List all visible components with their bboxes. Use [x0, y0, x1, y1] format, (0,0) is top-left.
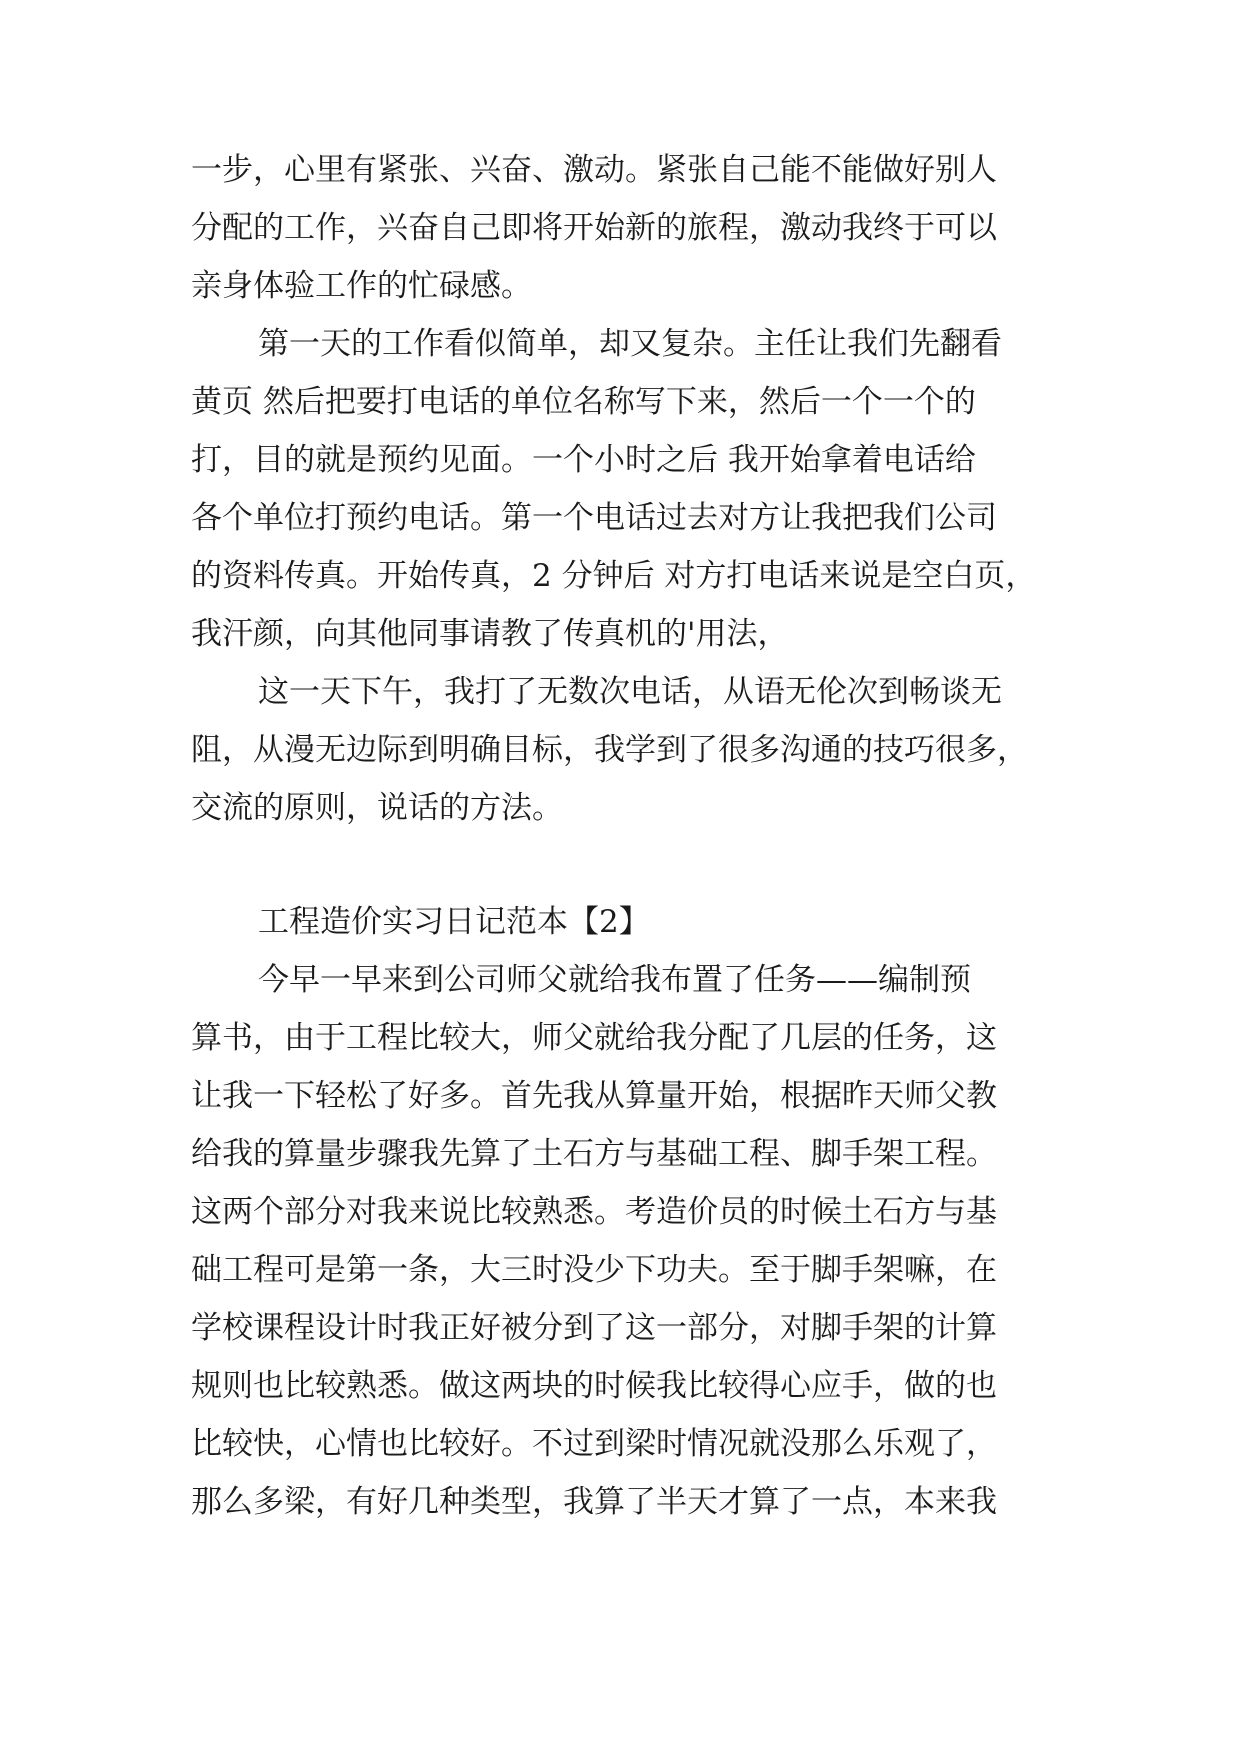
- paragraph-line: 给我的算量步骤我先算了土石方与基础工程、脚手架工程。: [191, 1136, 997, 1172]
- paragraph-line: 交流的原则，说话的方法。: [191, 790, 563, 826]
- paragraph-line: 分配的工作，兴奋自己即将开始新的旅程，激动我终于可以: [191, 210, 997, 246]
- paragraph-line: 那么多梁，有好几种类型，我算了半天才算了一点，本来我: [191, 1484, 997, 1520]
- paragraph-line: 一步，心里有紧张、兴奋、激动。紧张自己能不能做好别人: [191, 152, 997, 188]
- paragraph-line: 学校课程设计时我正好被分到了这一部分，对脚手架的计算: [191, 1310, 997, 1346]
- section-heading: 工程造价实习日记范本【2】: [258, 904, 650, 940]
- paragraph-line: 的资料传真。开始传真，2 分钟后 对方打电话来说是空白页，: [191, 558, 1037, 594]
- paragraph-line: 今早一早来到公司师父就给我布置了任务——编制预: [258, 962, 971, 998]
- paragraph-line: 我汗颜，向其他同事请教了传真机的'用法，: [191, 616, 789, 652]
- paragraph-line: 这两个部分对我来说比较熟悉。考造价员的时候土石方与基: [191, 1194, 997, 1230]
- paragraph-line: 算书，由于工程比较大，师父就给我分配了几层的任务，这: [191, 1020, 997, 1056]
- paragraph-line: 第一天的工作看似简单，却又复杂。主任让我们先翻看: [258, 326, 1002, 362]
- paragraph-line: 础工程可是第一条，大三时没少下功夫。至于脚手架嘛，在: [191, 1252, 997, 1288]
- paragraph-line: 阻，从漫无边际到明确目标，我学到了很多沟通的技巧很多，: [191, 732, 1028, 768]
- paragraph-line: 打，目的就是预约见面。一个小时之后 我开始拿着电话给: [191, 442, 976, 478]
- paragraph-line: 比较快，心情也比较好。不过到梁时情况就没那么乐观了，: [191, 1426, 997, 1462]
- paragraph-line: 规则也比较熟悉。做这两块的时候我比较得心应手，做的也: [191, 1368, 997, 1404]
- paragraph-line: 各个单位打预约电话。第一个电话过去对方让我把我们公司: [191, 500, 997, 536]
- paragraph-line: 这一天下午，我打了无数次电话，从语无伦次到畅谈无: [258, 674, 1002, 710]
- paragraph-line: 黄页 然后把要打电话的单位名称写下来，然后一个一个的: [191, 384, 976, 420]
- paragraph-line: 亲身体验工作的忙碌感。: [191, 268, 532, 304]
- paragraph-line: 让我一下轻松了好多。首先我从算量开始，根据昨天师父教: [191, 1078, 997, 1114]
